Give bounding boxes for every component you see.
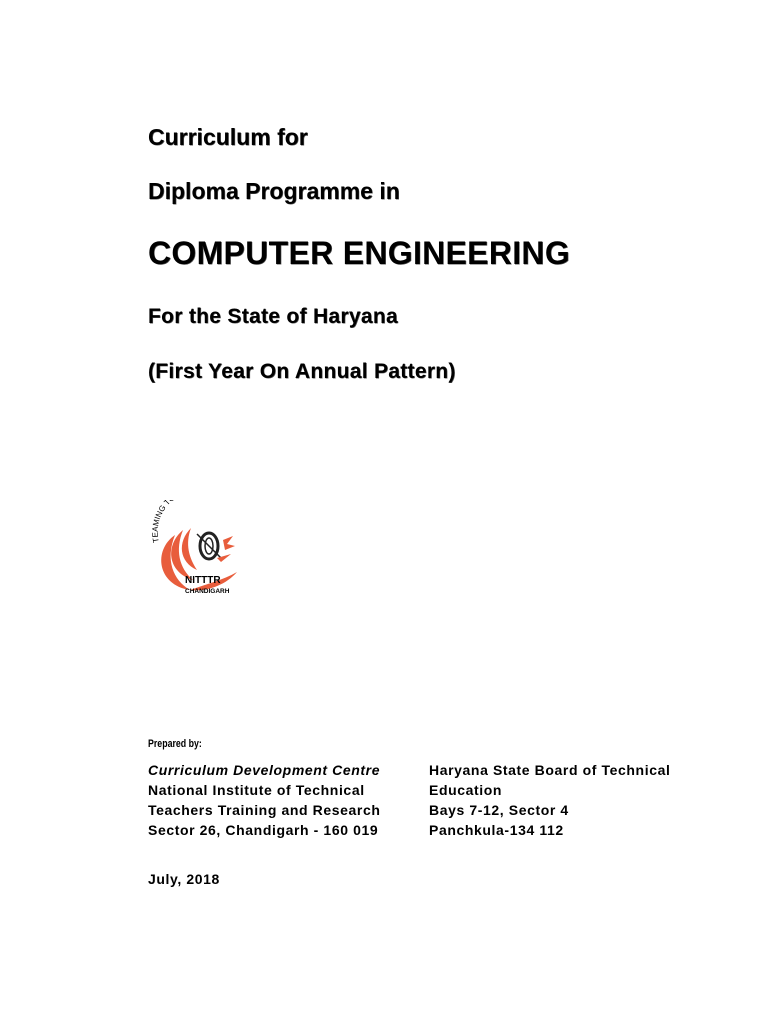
subtitle-state: For the State of Haryana bbox=[148, 305, 398, 328]
nitttr-logo-icon bbox=[145, 500, 255, 600]
address-line: Curriculum Development Centre bbox=[148, 762, 381, 778]
address-line: Bays 7-12, Sector 4 bbox=[429, 802, 569, 818]
logo-arc-text: TEAMING T bbox=[150, 500, 173, 544]
subtitle-year-pattern: (First Year On Annual Pattern) bbox=[148, 360, 456, 383]
logo-name: NITTTR bbox=[185, 575, 221, 586]
prepared-by-left-column bbox=[148, 760, 381, 840]
title-computer-engineering: COMPUTER ENGINEERING bbox=[148, 235, 571, 271]
address-line: Teachers Training and Research bbox=[148, 802, 381, 818]
address-line: Panchkula-134 112 bbox=[429, 822, 564, 838]
address-line: Education bbox=[429, 782, 503, 798]
nitttr-logo bbox=[145, 500, 255, 600]
logo-city: CHANDIGARH bbox=[185, 588, 230, 595]
title-curriculum-for: Curriculum for bbox=[148, 124, 308, 150]
publication-date: July, 2018 bbox=[148, 871, 220, 887]
address-line: National Institute of Technical bbox=[148, 782, 365, 798]
prepared-by-right-column bbox=[429, 760, 670, 840]
title-diploma-programme: Diploma Programme in bbox=[148, 178, 400, 204]
address-line: Sector 26, Chandigarh - 160 019 bbox=[148, 822, 379, 838]
prepared-by-label: Prepared by: bbox=[148, 738, 202, 750]
address-line: Haryana State Board of Technical bbox=[429, 762, 671, 778]
